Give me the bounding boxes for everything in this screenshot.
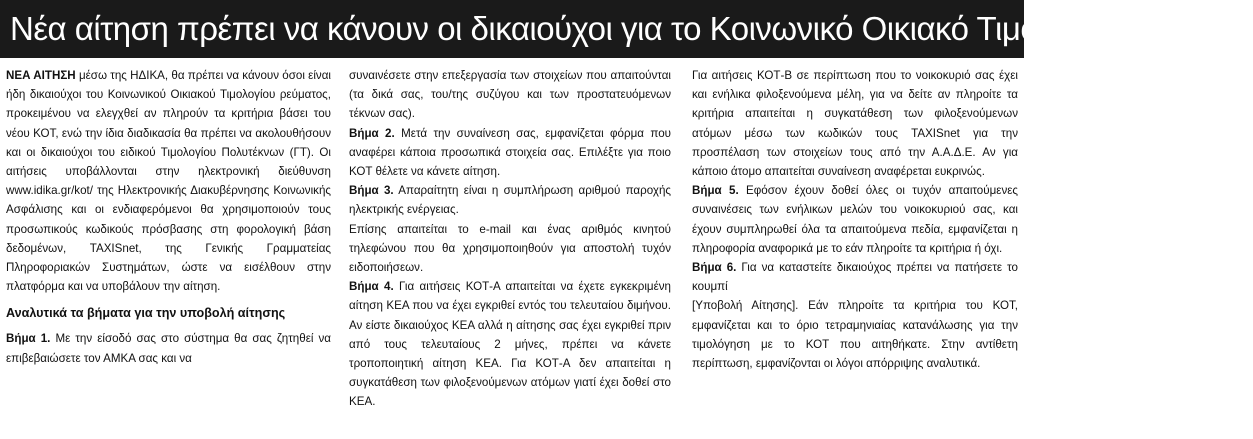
headline: Νέα αίτηση πρέπει να κάνουν οι δικαιούχοι για το Κοινωνικό Οικιακό Τιμολόγιο ρεύματος: [0, 0, 1024, 58]
step-1: [6, 329, 331, 367]
step-6: [692, 258, 1018, 296]
step-4: [349, 277, 671, 411]
lead-word: ΝΕΑ ΑΙΤΗΣΗ: [6, 69, 76, 82]
step-5-label: Βήμα 5.: [692, 184, 739, 198]
step-4-text: Για αιτήσεις ΚΟΤ-Α απαιτείται να έχετε εγκεκριμένη αίτηση ΚΕΑ που να έχει εγκριθεί εντός του τελευταίου διμήνου. Αν είστε δικαιούχος ΚΕΑ αλλά η αίτησης σας έχει εγκριθεί πριν από τους τελευταίους 2 μήνες, πρέπει να κάνετε τροποποιητική αίτηση ΚΕΑ. Για ΚΟΤ-Α δεν απαιτείται η συγκατάθεση των φιλοξενούμενων ατόμων γιατί έχει δοθεί στο ΚΕΑ.: [349, 280, 671, 409]
step-3-extra: Επίσης απαιτείται το e-mail και ένας αριθμός κινητού τηλεφώνου που θα χρησιμοποιηθούν για αποστολή τυχόν ειδοποιήσεων.: [349, 222, 671, 275]
article-body: [0, 66, 1024, 439]
step-2: [349, 124, 671, 182]
column-1: [6, 66, 331, 439]
step-6-label: Βήμα 6.: [692, 261, 737, 275]
step-3-text: Απαραίτητη είναι η συμπλήρωση αριθμού παροχής ηλεκτρικής ενέργειας.: [349, 184, 671, 217]
step-4-label: Βήμα 4.: [349, 280, 394, 294]
step-1-text: Με την είσοδό σας στο σύστημα θα σας ζητηθεί να επιβεβαιώσετε τον ΑΜΚΑ σας και να: [6, 332, 331, 365]
step-5: [692, 181, 1018, 258]
column-3: [692, 66, 1018, 439]
step-1-label: Βήμα 1.: [6, 332, 51, 346]
column-2: [349, 66, 671, 439]
intro-text: μέσω της ΗΔΙΚΑ, θα πρέπει να κάνουν όσοι είναι ήδη δικαιούχοι του Κοινωνικού Οικιακού Τιμολογίου ρεύματος, προκειμένου να ελεγχθεί αν πληρούν τα κριτήρια βάσει του νέου ΚΟΤ, ενώ την ίδια διαδικασία θα πρέπει να ακολουθήσουν και οι δικαιούχοι του ειδικού Τιμολογίου Πολυτέκνων (ΓΤ). Οι αιτήσεις υποβάλλονται στην ηλεκτρονική διεύθυνση www.idika.gr/kot/ της Ηλεκτρονικής Διακυβέρνησης Κοινωνικής Ασφάλισης και οι ενδιαφερόμενοι θα χρησιμοποιούν τους προσωπικούς κωδικούς πρόσβασης στη φορολογική βάση δεδομένων, TAXISnet, της Γενικής Γραμματείας Πληροφοριακών Συστημάτων, ώστε να εισέλθουν στην πλατφόρμα και να υποβάλουν την αίτηση.: [6, 69, 331, 294]
step-3-label: Βήμα 3.: [349, 184, 394, 198]
step-6-rest: Εάν πληροίτε τα κριτήρια του ΚΟΤ, εμφανίζεται και το όριο τετραμηνιαίας κατανάλωσης για την τιμολόγηση με το ΚΟΤ που αιτηθήκατε. Στην αντίθετη περίπτωση, εμφανίζονται οι λόγοι απόρριψης αναλυτικά.: [692, 299, 1018, 371]
step-5-text: Εφόσον έχουν δοθεί όλες οι τυχόν απαιτούμενες συναινέσεις των ενήλικων μελών του νοικοκυριού σας, και έχουν συμπληρωθεί όλα τα απαιτούμενα πεδία, εμφανίζεται η πληροφορία αναφορικά με το εάν πληροίτε τα κριτήρια ή όχι.: [692, 184, 1018, 255]
step-2-text: Μετά την συναίνεση σας, εμφανίζεται φόρμα που αναφέρει κάποια προσωπικά στοιχεία σας. Επιλέξτε για ποιο ΚΟΤ θέλετε να κάνετε αίτηση.: [349, 126, 671, 179]
step-3: [349, 181, 671, 219]
steps-subheading: Αναλυτικά τα βήματα για την υποβολή αίτησης: [6, 306, 286, 321]
intro-paragraph: [6, 66, 331, 296]
step-1-continued: συναινέσετε στην επεξεργασία των στοιχείων που απαιτούνται (τα δικά σας, του/της συζύγου και των προστατευόμενων τέκνων σας).: [349, 69, 671, 121]
step-6-text: Για να καταστείτε δικαιούχος πρέπει να πατήσετε το κουμπί: [692, 261, 1018, 294]
submit-button-label: [Υποβολή Αίτησης].: [692, 299, 799, 313]
kot-b-paragraph: Για αιτήσεις ΚΟΤ-Β σε περίπτωση που το νοικοκυριό σας έχει και ενήλικα φιλοξενούμενα μέλη, για να δείτε αν πληροίτε τα κριτήρια απαιτείται η συγκατάθεση των φιλοξενούμενων ατόμων μέσω των κωδικών τους TAXISnet για την προσπέλαση των στοιχείων τους από την Α.Α.Δ.Ε. Αν για κάποιο άτομο απαιτείται συναίνεση αναφέρεται ευκρινώς.: [692, 69, 1018, 179]
step-6-continued: [692, 296, 1018, 373]
step-2-label: Βήμα 2.: [349, 126, 395, 140]
